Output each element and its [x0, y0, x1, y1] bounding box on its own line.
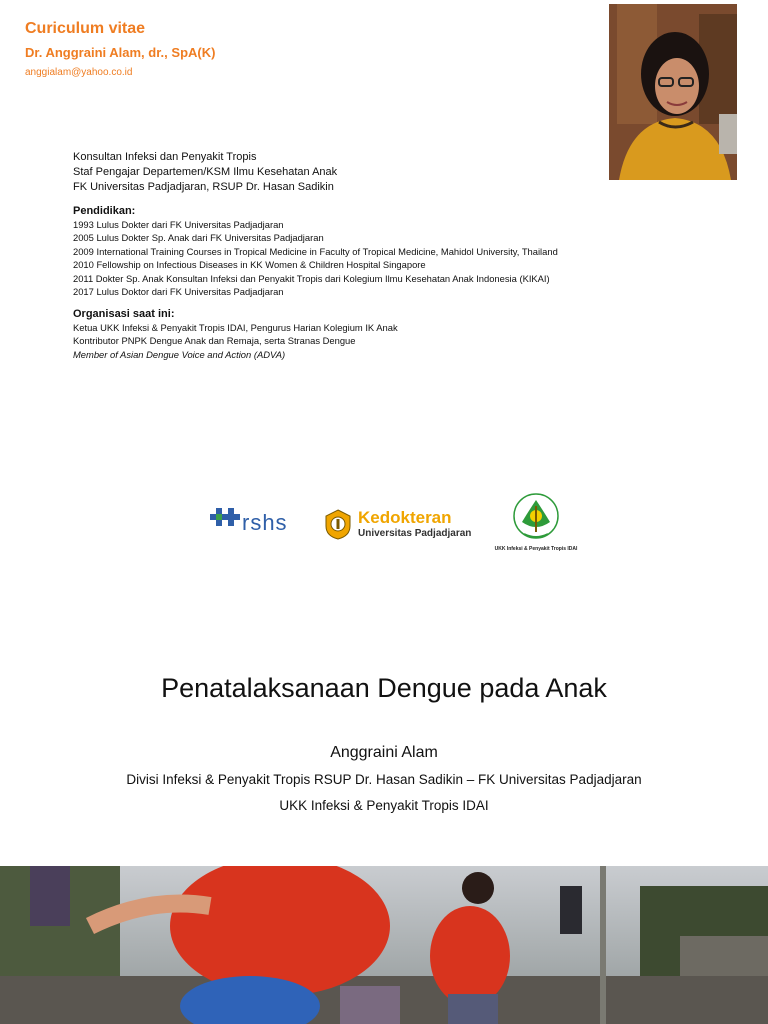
children-scene-illustration	[0, 866, 768, 1024]
rshs-cross-icon	[208, 506, 242, 538]
affiliation-line-2: UKK Infeksi & Penyakit Tropis IDAI	[279, 798, 489, 813]
organization-heading: Organisasi saat ini:	[73, 308, 175, 320]
ukk-emblem-icon	[488, 492, 584, 546]
education-section	[73, 204, 558, 298]
cv-title: Curiculum vitae	[25, 20, 146, 37]
education-heading: Pendidikan:	[73, 205, 136, 217]
education-item: 2005 Lulus Dokter Sp. Anak dari FK Universitas Padjadjaran	[73, 232, 324, 244]
education-item: 2010 Fellowship on Infectious Diseases in KK Women & Children Hospital Singapore	[73, 259, 426, 271]
education-item: 2017 Lulus Doktor dari FK Universitas Padjadjaran	[73, 286, 284, 298]
affiliation-line-1: Divisi Infeksi & Penyakit Tropis RSUP Dr. Hasan Sadikin – FK Universitas Padjadjaran	[126, 772, 642, 787]
education-item: 2011 Dokter Sp. Anak Konsultan Infeksi dan Penyakit Tropis dari Kolegium Ilmu Kesehatan Anak Indonesia (KIKAI)	[73, 272, 550, 284]
presentation-author: Anggraini Alam	[330, 744, 438, 761]
organization-item-italic: Member of Asian Dengue Voice and Action (ADVA)	[73, 348, 286, 360]
cv-name: Dr. Anggraini Alam, dr., SpA(K)	[25, 45, 216, 60]
organization-item: Kontributor PNPK Dengue Anak dan Remaja, serta Stranas Dengue	[73, 335, 356, 347]
rshs-wordmark: rshs	[242, 510, 288, 535]
role-line: Konsultan Infeksi dan Penyakit Tropis	[73, 151, 257, 163]
organization-section	[73, 307, 398, 361]
presentation-title: Penatalaksanaan Dengue pada Anak	[161, 673, 607, 703]
unpad-subtitle: Universitas Padjadjaran	[358, 528, 472, 539]
unpad-wordmark: Kedokteran	[358, 508, 452, 527]
unpad-seal-icon	[322, 508, 354, 540]
education-item: 1993 Lulus Dokter dari FK Universitas Padjadjaran	[73, 219, 284, 230]
education-item: 2009 International Training Courses in Tropical Medicine in Faculty of Tropical Medicine, Mahidol University, Thailand	[73, 245, 558, 257]
unpad-logo	[322, 508, 486, 542]
roles-list	[73, 150, 337, 195]
portrait-photo	[609, 4, 737, 180]
portrait-illustration	[609, 4, 737, 180]
cv-email[interactable]: anggialam@yahoo.co.id	[25, 67, 133, 78]
rshs-logo	[208, 506, 300, 538]
ukk-idai-logo	[488, 492, 584, 556]
role-line: FK Universitas Padjadjaran, RSUP Dr. Hasan Sadikin	[73, 181, 334, 193]
role-line: Staf Pengajar Departemen/KSM Ilmu Kesehatan Anak	[73, 166, 338, 178]
ukk-caption: UKK Infeksi & Penyakit Tropis IDAI	[494, 546, 578, 552]
children-photo	[0, 866, 768, 1024]
organization-item: Ketua UKK Infeksi & Penyakit Tropis IDAI, Pengurus Harian Kolegium IK Anak	[73, 322, 398, 333]
